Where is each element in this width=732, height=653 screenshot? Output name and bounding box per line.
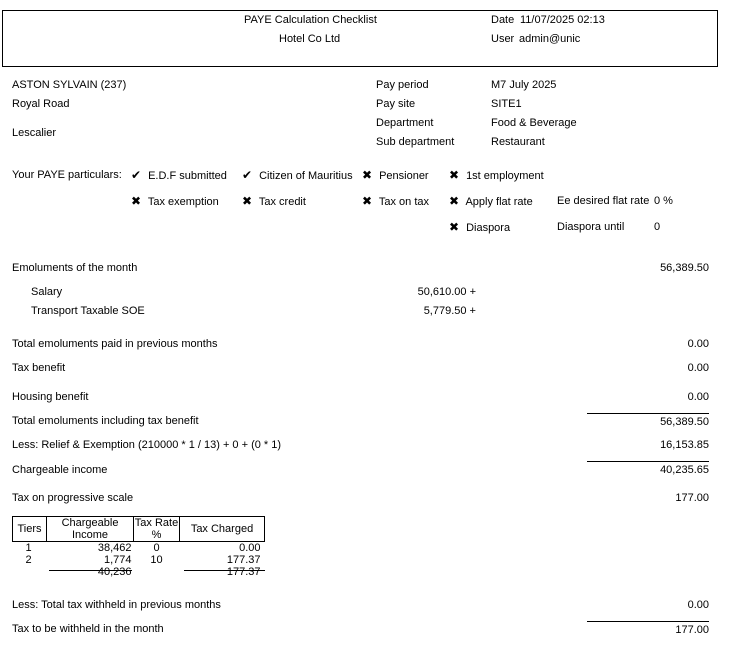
flat-rate-label: Ee desired flat rate (557, 195, 650, 207)
particular-label: Apply flat rate (465, 196, 533, 208)
housing-benefit-label: Housing benefit (12, 391, 89, 403)
particular-edf (131, 168, 227, 182)
pay-period-value: M7 July 2025 (491, 79, 557, 91)
check-icon: ✔ (242, 168, 253, 182)
particular-first-employment (449, 168, 544, 182)
prev-emoluments-label: Total emoluments paid in previous months (12, 338, 218, 350)
table-row (13, 542, 265, 555)
particular-label: E.D.F submitted (148, 170, 227, 182)
relief-value: 16,153.85 (660, 439, 709, 451)
particular-label: 1st employment (466, 170, 544, 182)
table-cell: 0.00 (239, 542, 261, 554)
particulars-label: Your PAYE particulars: (12, 169, 122, 181)
diaspora-until-value: 0 (654, 221, 661, 233)
progressive-tax-value: 177.00 (675, 492, 709, 504)
total-emoluments-value: 56,389.50 (660, 416, 709, 428)
divider (587, 413, 709, 414)
table-header: Tiers (13, 517, 47, 542)
department-label: Department (376, 117, 434, 129)
particular-label: Citizen of Mauritius (259, 170, 353, 182)
table-cell: 1,774 (103, 554, 132, 566)
flat-rate-value: 0 % (654, 195, 673, 207)
particular-label: Diaspora (466, 222, 511, 234)
table-cell: 2 (25, 554, 32, 566)
chargeable-income-value: 40,235.65 (660, 464, 709, 476)
sub-department-label: Sub department (376, 136, 455, 148)
table-cell (134, 566, 180, 578)
particular-diaspora (449, 220, 510, 234)
relief-label: Less: Relief & Exemption (210000 * 1 / 13) + 0 + (0 * 1) (12, 439, 282, 451)
salary-value: 50,610.00 + (417, 286, 476, 298)
divider (49, 570, 132, 571)
tax-benefit-value: 0.00 (687, 362, 709, 374)
employee-address-1: Royal Road (12, 98, 70, 110)
prev-tax-withheld-label: Less: Total tax withheld in previous months (12, 599, 221, 611)
sub-department-value: Restaurant (491, 136, 545, 148)
cross-icon: ✖ (449, 194, 460, 208)
divider (587, 461, 709, 462)
particular-pensioner (362, 168, 429, 182)
tax-to-withhold-value: 177.00 (675, 624, 709, 636)
table-cell: 10 (150, 554, 163, 566)
table-header: Tax Charged (180, 517, 265, 542)
cross-icon: ✖ (362, 168, 373, 182)
tax-to-withhold-label: Tax to be withheld in the month (12, 623, 164, 635)
company-name: Hotel Co Ltd (279, 33, 341, 45)
report-title: PAYE Calculation Checklist (244, 14, 377, 26)
table-cell: 40,236 (97, 566, 132, 578)
transport-label: Transport Taxable SOE (31, 305, 145, 317)
table-total-row (13, 566, 265, 578)
cross-icon: ✖ (449, 168, 460, 182)
table-cell: 177.37 (226, 566, 261, 578)
cross-icon: ✖ (131, 194, 142, 208)
cross-icon: ✖ (362, 194, 373, 208)
cross-icon: ✖ (242, 194, 253, 208)
table-cell: 177.37 (226, 554, 261, 566)
tiers-table (12, 516, 265, 578)
employee-name: ASTON SYLVAIN (237) (12, 79, 127, 91)
progressive-tax-label: Tax on progressive scale (12, 492, 134, 504)
prev-tax-withheld-value: 0.00 (687, 599, 709, 611)
prev-emoluments-value: 0.00 (687, 338, 709, 350)
particular-citizen (242, 168, 353, 182)
cross-icon: ✖ (449, 220, 460, 234)
user-label: User (491, 33, 515, 45)
table-cell: 1 (25, 542, 32, 554)
housing-benefit-value: 0.00 (687, 391, 709, 403)
pay-site-value: SITE1 (491, 98, 522, 110)
total-emoluments-label: Total emoluments including tax benefit (12, 415, 199, 427)
table-header: Tax Rate % (134, 517, 179, 541)
user-value: admin@unic (519, 33, 581, 45)
particular-tax-credit (242, 194, 306, 208)
diaspora-until-label: Diaspora until (557, 221, 625, 233)
particular-tax-exemption (131, 194, 219, 208)
chargeable-income-label: Chargeable income (12, 464, 108, 476)
particular-label: Tax on tax (378, 196, 429, 208)
particular-tax-on-tax (362, 194, 429, 208)
emoluments-total: 56,389.50 (660, 262, 709, 274)
date-label: Date (491, 14, 515, 26)
table-header: Chargeable Income (47, 517, 134, 542)
table-row (13, 554, 265, 566)
department-value: Food & Beverage (491, 117, 577, 129)
divider (587, 621, 709, 622)
particular-label: Tax credit (258, 196, 306, 208)
check-icon: ✔ (131, 168, 142, 182)
emoluments-label: Emoluments of the month (12, 262, 138, 274)
particular-flat-rate (449, 194, 533, 208)
particular-label: Pensioner (379, 170, 429, 182)
tax-benefit-label: Tax benefit (12, 362, 66, 374)
date-value: 11/07/2025 02:13 (520, 14, 605, 26)
pay-site-label: Pay site (376, 98, 416, 110)
employee-address-2: Lescalier (12, 127, 57, 139)
salary-label: Salary (31, 286, 63, 298)
particular-label: Tax exemption (147, 196, 219, 208)
table-cell (13, 566, 47, 578)
divider (184, 570, 265, 571)
table-cell: 38,462 (97, 542, 132, 554)
table-cell: 0 (153, 542, 160, 554)
pay-period-label: Pay period (376, 79, 429, 91)
transport-value: 5,779.50 + (423, 305, 476, 317)
